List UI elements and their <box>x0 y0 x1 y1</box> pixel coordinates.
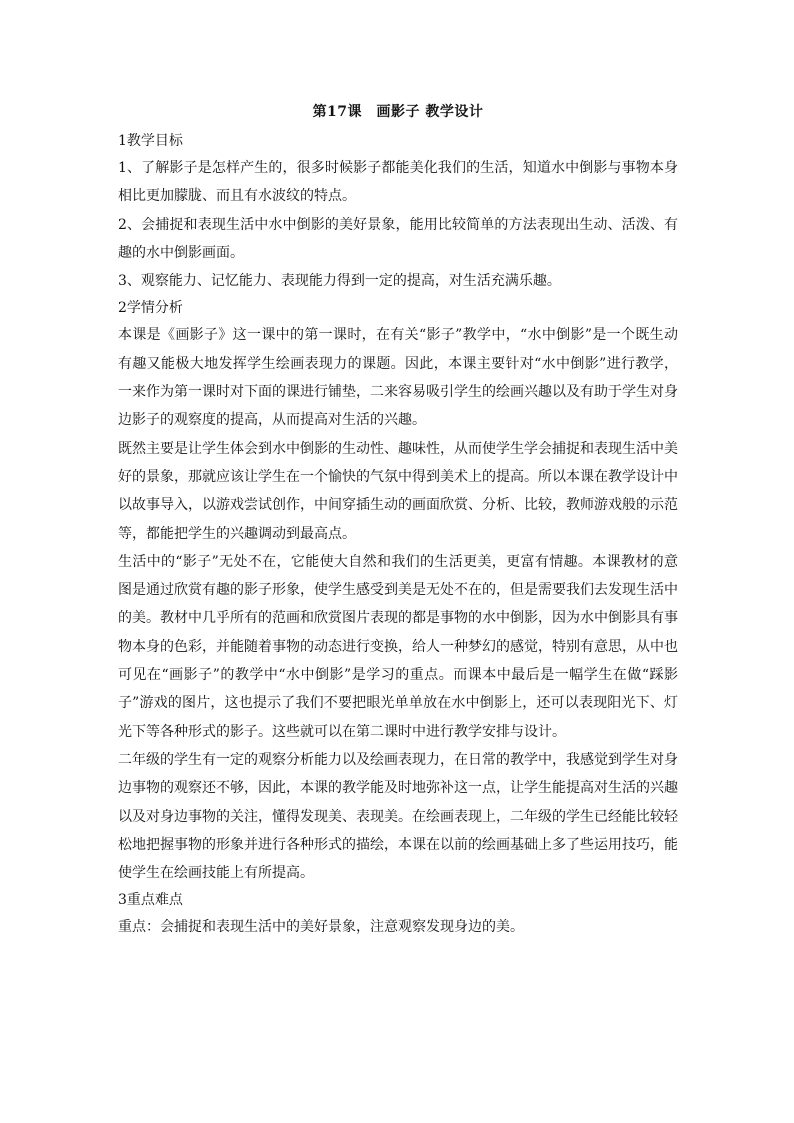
analysis-paragraph-2: 既然主要是让学生体会到水中倒影的生动性、趣味性，从而使学生学会捕捉和表现生活中美好的景象，那就应该让学生在一个愉快的气氛中得到美术上的提高。所以本课在教学设计中以故事导入，以游戏尝试创作，中间穿插生动的画面欣赏、分析、比较，教师游戏般的示范等，都能把学生的兴趣调动到最高点。 <box>118 440 678 542</box>
objective-item-3: 3、观察能力、记忆能力、表现能力得到一定的提高，对生活充满乐趣。 <box>118 273 561 290</box>
analysis-paragraph-1: 本课是《画影子》这一课中的第一课时，在有关“影子”教学中，“水中倒影”是一个既生动有趣又能极大地发挥学生绘画表现力的课题。因此，本课主要针对“水中倒影”进行教学，一来作为第一课时对下面的课进行铺垫，二来容易吸引学生的绘画兴趣以及有助于学生对身边影子的观察度的提高，从而提高对生活的兴趣。 <box>118 327 678 429</box>
objective-item-2: 2、会捕捉和表现生活中水中倒影的美好景象，能用比较简单的方法表现出生动、活泼、有趣的水中倒影画面。 <box>118 216 678 261</box>
section-heading-key-points: 3重点难点 <box>118 892 183 909</box>
analysis-paragraph-3: 生活中的“影子”无处不在，它能使大自然和我们的生活更美，更富有情趣。本课教材的意图是通过欣赏有趣的影子形象，使学生感受到美是无处不在的，但是需要我们去发现生活中的美。教材中几乎所有的范画和欣赏图片表现的都是事物的水中倒影，因为水中倒影具有事物本身的色彩，并能随着事物的动态进行变换，给人一种梦幻的感觉，特别有意思，从中也可见在“画影子”的教学中“水中倒影”是学习的重点。而课本中最后是一幅学生在做“踩影子”游戏的图片，这也提示了我们不要把眼光单单放在水中倒影上，还可以表现阳光下、灯光下等各种形式的影子。这些就可以在第二课时中进行教学安排与设计。 <box>118 553 678 740</box>
section-heading-objectives: 1教学目标 <box>118 133 183 149</box>
objective-item-1: 1、了解影子是怎样产生的，很多时候影子都能美化我们的生活，知道水中倒影与事物本身相比更加朦胧、而且有水波纹的特点。 <box>118 160 678 205</box>
document-title: 第17课 画影子 教学设计 <box>312 104 484 120</box>
document-page <box>118 100 678 942</box>
key-points-text: 重点：会捕捉和表现生活中的美好景象，注意观察发现身边的美。 <box>118 919 524 936</box>
analysis-paragraph-4: 二年级的学生有一定的观察分析能力以及绘画表现力，在日常的教学中，我感觉到学生对身边事物的观察还不够，因此，本课的教学能及时地弥补这一点，让学生能提高对生活的兴趣以及对身边事物的关注，懂得发现美、表现美。在绘画表现上，二年级的学生已经能比较轻松地把握事物的形象并进行各种形式的描绘，本课在以前的绘画基础上多了些运用技巧，能使学生在绘画技能上有所提高。 <box>118 751 678 882</box>
section-heading-analysis: 2学情分析 <box>118 300 183 317</box>
